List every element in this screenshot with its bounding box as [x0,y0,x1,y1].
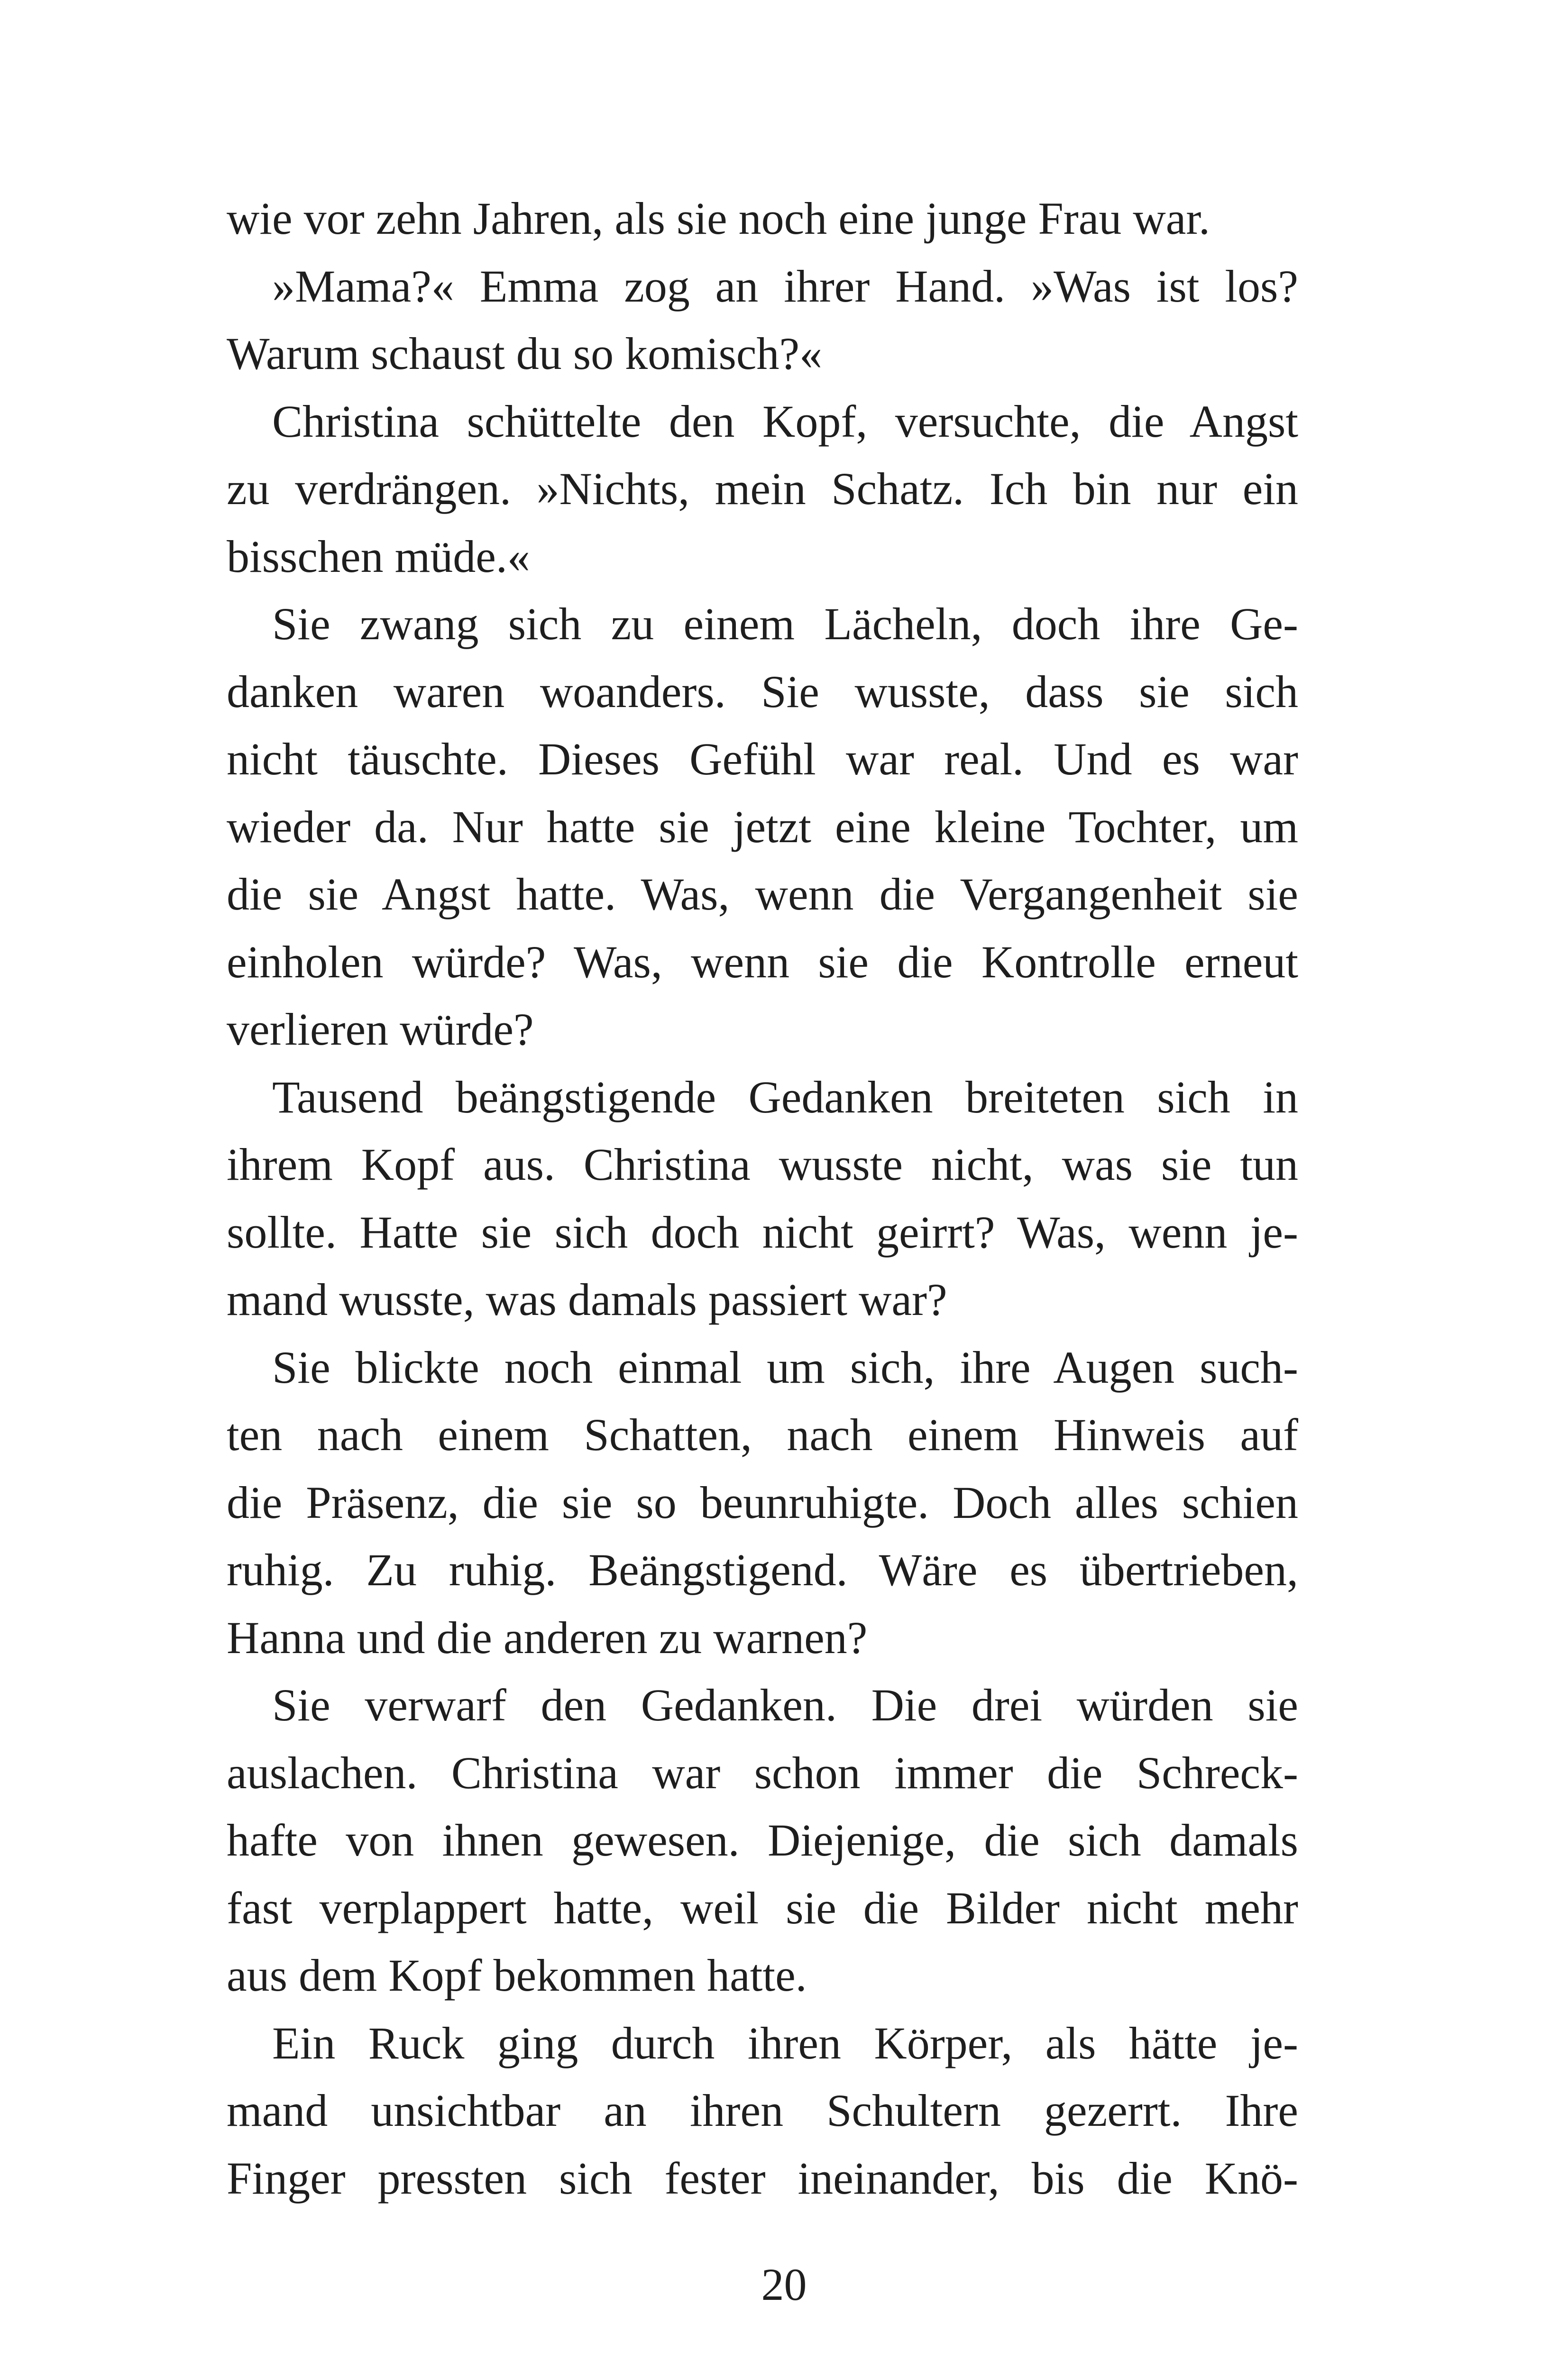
text-line: hafte von ihnen gewesen. Diejenige, die sich damals [227,1815,1298,1866]
text-line: »Mama?« Emma zog an ihrer Hand. »Was ist los? [272,260,1298,312]
body-text [227,185,1298,2212]
page-number: 20 [761,2259,807,2310]
text-line: Sie verwarf den Gedanken. Die drei würden sie [272,1680,1298,1730]
text-line: Hanna und die anderen zu warnen? [227,1612,868,1663]
text-line: aus dem Kopf bekommen hatte. [227,1950,807,2001]
text-line: mand wusste, was damals passiert war? [227,1274,947,1325]
text-line: nicht täuschte. Dieses Gefühl war real. Und es war [227,734,1298,784]
text-line: bisschen müde.« [227,531,530,582]
text-line: fast verplappert hatte, weil sie die Bilder nicht mehr [227,1882,1298,1933]
text-line: Finger pressten sich fester ineinander, bis die Knö- [227,2152,1298,2204]
text-line: Ein Ruck ging durch ihren Körper, als hätte je- [272,2017,1298,2068]
text-line: wieder da. Nur hatte sie jetzt eine kleine Tochter, um [227,801,1298,852]
text-line: die Präsenz, die sie so beunruhigte. Doch alles schien [227,1477,1298,1528]
text-line: ten nach einem Schatten, nach einem Hinweis auf [227,1409,1298,1460]
text-line: verlieren würde? [227,1004,534,1055]
text-line: Warum schaust du so komisch?« [227,328,823,379]
text-line: wie vor zehn Jahren, als sie noch eine junge Frau war. [227,193,1210,244]
text-line: mand unsichtbar an ihren Schultern gezerrt. Ihre [227,2085,1298,2136]
text-line: Sie blickte noch einmal um sich, ihre Augen such- [272,1342,1298,1393]
text-line: ruhig. Zu ruhig. Beängstigend. Wäre es übertrieben, [227,1544,1298,1595]
text-line: auslachen. Christina war schon immer die Schreck- [227,1747,1298,1798]
text-line: Christina schüttelte den Kopf, versuchte, die Angst [272,395,1298,447]
text-line: Tausend beängstigende Gedanken breiteten sich in [272,1071,1298,1122]
text-line: danken waren woanders. Sie wusste, dass sie sich [227,666,1298,717]
text-line: zu verdrängen. »Nichts, mein Schatz. Ich bin nur ein [227,463,1298,514]
text-line: sollte. Hatte sie sich doch nicht geirrt? Was, wenn je- [227,1206,1298,1258]
text-line: die sie Angst hatte. Was, wenn die Vergangenheit sie [227,869,1298,919]
text-line: Sie zwang sich zu einem Lächeln, doch ihre Ge- [272,598,1298,649]
text-line: einholen würde? Was, wenn sie die Kontrolle erneut [227,936,1298,987]
text-line: ihrem Kopf aus. Christina wusste nicht, was sie tun [227,1139,1298,1190]
